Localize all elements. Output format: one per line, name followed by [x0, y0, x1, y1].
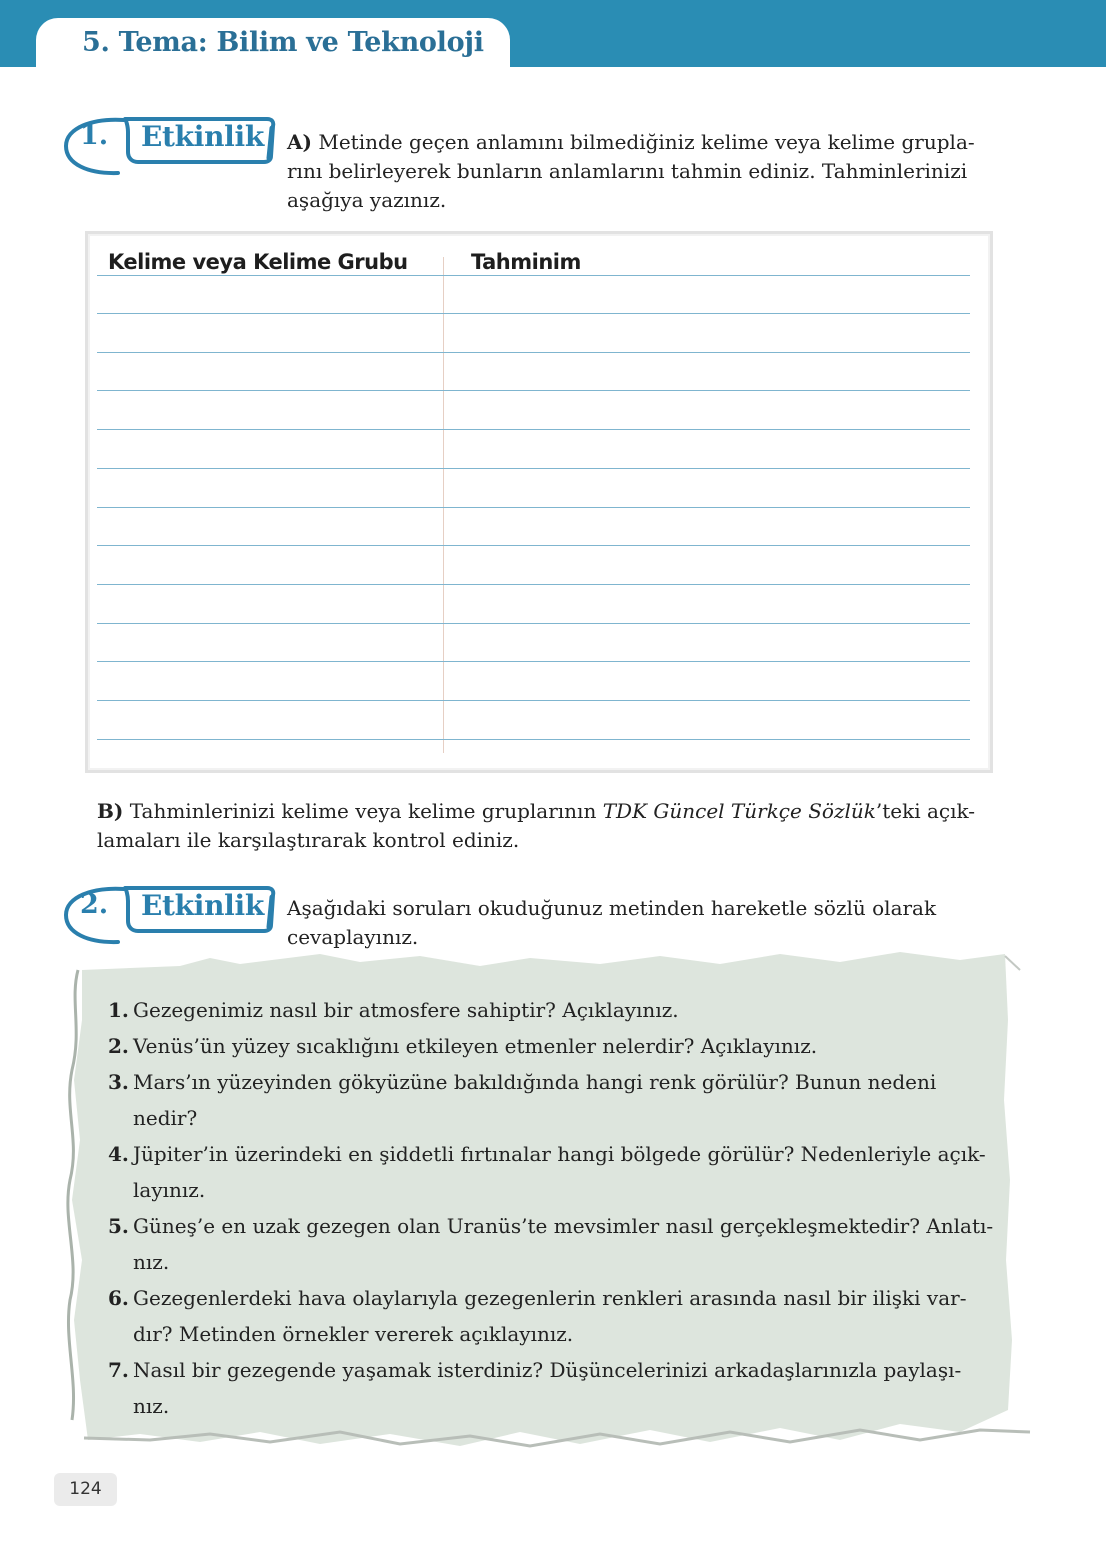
page-title: 5. Tema: Bilim ve Teknoloji [82, 27, 484, 58]
question-number: 7. [108, 1358, 129, 1382]
question-text: Mars’ın yüzeyinden gökyüzüne bakıldığında hangi renk görülür? Bunun nedeni [133, 1070, 937, 1094]
question-number: 6. [108, 1286, 129, 1310]
activity-label: Etkinlik [141, 889, 264, 922]
question-item [108, 1064, 998, 1136]
activity-1-instructions [287, 128, 987, 215]
table-row-line [97, 700, 970, 701]
table-row-line [97, 661, 970, 662]
question-item [108, 1352, 998, 1424]
table-column-divider [443, 257, 444, 753]
table-header-guess: Tahminim [471, 250, 581, 274]
table-row-line [97, 275, 970, 276]
activity-label: Etkinlik [141, 120, 264, 153]
activity-number: 1. [80, 120, 109, 151]
question-number: 3. [108, 1070, 129, 1094]
table-row-line [97, 584, 970, 585]
question-item [108, 1136, 998, 1208]
page-number: 124 [69, 1479, 102, 1499]
question-text-cont: layınız. [133, 1178, 206, 1202]
table-row-line [97, 468, 970, 469]
part-b-line-2: lamaları ile karşılaştırarak kontrol ediniz. [97, 828, 520, 852]
question-list [108, 992, 998, 1424]
question-text-cont: nız. [133, 1394, 170, 1418]
question-text: Jüpiter’in üzerindeki en şiddetli fırtınalar hangi bölgede görülür? Nedenleriyle açık- [133, 1142, 986, 1166]
question-number: 4. [108, 1142, 129, 1166]
activity-number: 2. [80, 889, 109, 920]
question-text-cont: nedir? [133, 1106, 198, 1130]
activity-2-line-2: cevaplayınız. [287, 925, 419, 949]
table-row-line [97, 313, 970, 314]
question-number: 2. [108, 1034, 129, 1058]
question-number: 5. [108, 1214, 129, 1238]
question-text: Nasıl bir gezegende yaşamak isterdiniz? Düşüncelerinizi arkadaşlarınızla paylaşı- [133, 1358, 962, 1382]
activity-2-line-1: Aşağıdaki soruları okuduğunuz metinden hareketle sözlü olarak [287, 896, 937, 920]
question-text: Venüs’ün yüzey sıcaklığını etkileyen etmenler nelerdir? Açıklayınız. [133, 1034, 818, 1058]
part-a-line-1: Metinde geçen anlamını bilmediğiniz kelime veya kelime grupla- [318, 130, 975, 154]
part-b-line-1-start: Tahminlerinizi kelime veya kelime gruplarının [129, 799, 597, 823]
part-b-instructions [97, 797, 997, 855]
question-text-cont: dır? Metinden örnekler vererek açıklayınız. [133, 1322, 574, 1346]
part-a-line-2: rını belirleyerek bunların anlamlarını tahmin ediniz. Tahminlerinizi [287, 159, 968, 183]
question-text: Gezegenlerdeki hava olaylarıyla gezegenlerin renkleri arasında nasıl bir ilişki var- [133, 1286, 967, 1310]
table-row-line [97, 352, 970, 353]
table-header-word: Kelime veya Kelime Grubu [108, 250, 408, 274]
part-b-line-1-end: ’teki açık- [875, 799, 976, 823]
question-item [108, 1208, 998, 1280]
question-item [108, 1280, 998, 1352]
question-text: Güneş’e en uzak gezegen olan Uranüs’te mevsimler nasıl gerçekleşmektedir? Anlatı- [133, 1214, 994, 1238]
question-number: 1. [108, 998, 129, 1022]
question-item [108, 992, 998, 1028]
table-row-line [97, 390, 970, 391]
activity-1-badge [62, 114, 282, 178]
table-row-line [97, 623, 970, 624]
part-b-label: B) [97, 799, 124, 823]
table-row-line [97, 739, 970, 740]
table-row-line [97, 507, 970, 508]
dictionary-title: TDK Güncel Türkçe Sözlük [602, 799, 876, 823]
part-a-line-3: aşağıya yazınız. [287, 188, 447, 212]
part-a-label: A) [287, 130, 312, 154]
question-text: Gezegenimiz nasıl bir atmosfere sahiptir? Açıklayınız. [133, 998, 679, 1022]
activity-2-badge [62, 883, 282, 947]
table-row-line [97, 429, 970, 430]
question-text-cont: nız. [133, 1250, 170, 1274]
table-row-line [97, 545, 970, 546]
question-item [108, 1028, 998, 1064]
